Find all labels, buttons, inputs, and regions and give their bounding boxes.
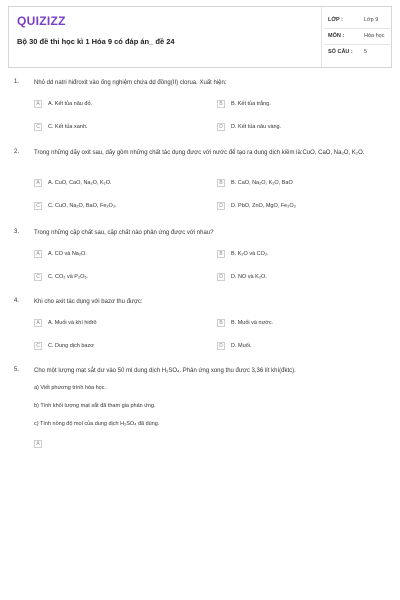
option-letter-box: B <box>217 179 225 187</box>
meta-divider <box>324 28 390 29</box>
question-number: 2. <box>14 149 20 155</box>
meta-subject <box>328 33 385 39</box>
document-header <box>8 6 392 68</box>
option-letter-box: A <box>34 440 42 448</box>
meta-class-label: LỚP : <box>328 17 343 23</box>
question-text: Trong những cặp chất sau, cặp chất nào phản ứng được với nhau? <box>34 230 214 236</box>
question-5 <box>14 367 390 457</box>
question-1 <box>14 79 390 139</box>
sub-question-a: a) Viết phương trình hóa học. <box>34 385 107 391</box>
document-title: Bộ 30 đề thi học kì 1 Hóa 9 có đáp án_ đề 24 <box>17 37 175 46</box>
option-letter-box: A <box>34 250 42 258</box>
question-number: 1. <box>14 79 20 85</box>
meta-count-label: SỐ CÂU : <box>328 49 353 55</box>
meta-count <box>328 49 368 55</box>
option-text: B. CaO, Na₂O, K₂O, BaO <box>231 180 293 186</box>
question-number: 3. <box>14 229 20 235</box>
meta-subject-label: MÔN : <box>328 33 345 39</box>
meta-divider <box>324 44 390 45</box>
option-text: C. Dung dịch bazơ <box>48 343 94 349</box>
option-letter-box: C <box>34 273 42 281</box>
question-4 <box>14 298 390 356</box>
option-letter-box: D <box>217 273 225 281</box>
option-letter-box: B <box>217 100 225 108</box>
option-text: C. Kết tủa xanh. <box>48 124 88 130</box>
question-text: Khi cho axit tác dụng với bazơ thu được: <box>34 299 143 305</box>
option-text: C. CO₂ và P₂O₅. <box>48 274 89 280</box>
option-text: D. Kết tủa nâu vàng. <box>231 124 282 130</box>
question-3 <box>14 229 390 287</box>
meta-class-value: Lớp 9 <box>364 17 379 23</box>
meta-panel <box>321 7 394 67</box>
option-letter-box: D <box>217 123 225 131</box>
question-number: 4. <box>14 298 20 304</box>
option-letter-box: C <box>34 202 42 210</box>
option-text: C. CuO, Na₂O, BaO, Fe₂O₃. <box>48 203 117 209</box>
option-letter-box: C <box>34 342 42 350</box>
sub-question-c: c) Tính nồng độ mol của dung dịch H₂SO₄ đã dùng. <box>34 421 160 427</box>
option-text: A. CuO, CaO, Na₂O, K₂O. <box>48 180 112 186</box>
question-text: Trong những dãy oxit sau, dãy gồm những chất tác dụng được với nước để tạo ra dung dịch kiềm là:CuO, CaO, Na₂O, K₂O. <box>34 150 365 156</box>
question-number: 5. <box>14 367 20 373</box>
meta-class <box>328 17 379 23</box>
option-text: D. Muối. <box>231 343 252 349</box>
option-letter-box: A <box>34 100 42 108</box>
quizizz-logo: QUIZIZZ <box>17 14 66 28</box>
option-letter-box: A <box>34 179 42 187</box>
question-2 <box>14 149 390 215</box>
option-text: D. NO và K₂O. <box>231 274 267 280</box>
option-text: D. PbO, ZnO, MgO, Fe₂O₃ <box>231 203 296 209</box>
option-letter-box: B <box>217 319 225 327</box>
meta-count-value: 5 <box>364 49 368 55</box>
option-letter-box: D <box>217 202 225 210</box>
option-letter-box: C <box>34 123 42 131</box>
option-text: B. Muối và nước. <box>231 320 274 326</box>
option-letter-box: A <box>34 319 42 327</box>
option-text: A. CO và Na₂O. <box>48 251 87 257</box>
question-text: Nhỏ dd natri hiđroxit vào ống nghiệm chứa dd đồng(II) clorua. Xuất hiện: <box>34 80 227 86</box>
sub-question-b: b) Tính khối lượng mạt sắt đã tham gia phản ứng. <box>34 403 156 409</box>
option-letter-box: B <box>217 250 225 258</box>
option-text: A. Kết tủa nâu đỏ. <box>48 101 93 107</box>
option-letter-box: D <box>217 342 225 350</box>
option-text: B. K₂O và CO₂. <box>231 251 269 257</box>
meta-subject-value: Hóa học <box>364 33 385 39</box>
question-text: Cho một lượng mạt sắt dư vào 50 ml dung dịch H₂SO₄. Phản ứng xong thu được 3,36 lít khí(đktc). <box>34 368 296 374</box>
option-text: A. Muối và khí hiđrô <box>48 320 97 326</box>
option-text: B. Kết tủa trắng. <box>231 101 271 107</box>
